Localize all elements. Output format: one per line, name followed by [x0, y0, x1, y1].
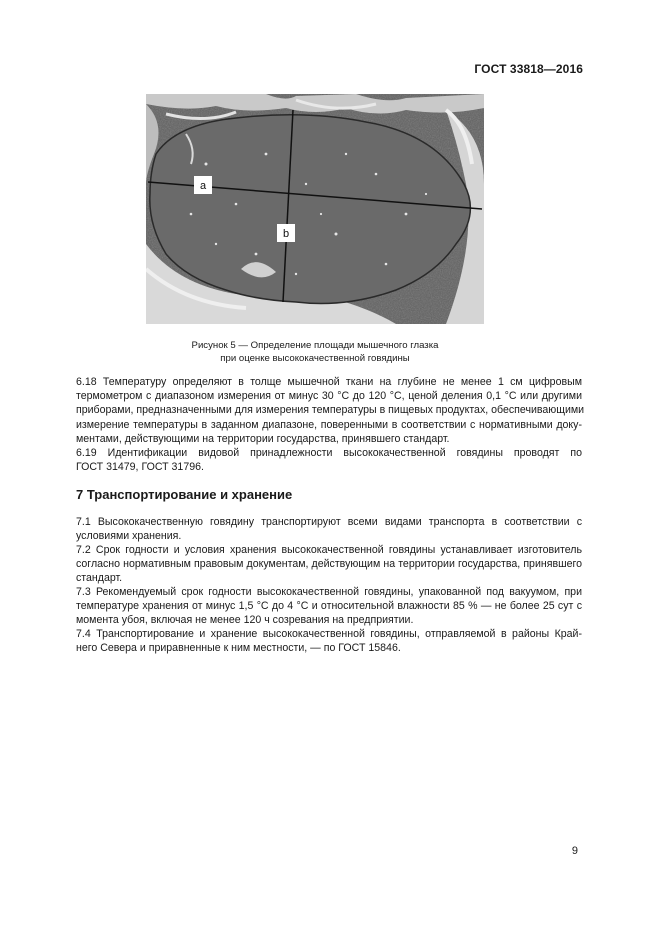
- text-line: 7.1 Высококачественную говядину транспортируют всеми видами транспорта в соответствии с: [76, 516, 582, 528]
- paragraph-7-1: [76, 515, 582, 543]
- section-7-title: 7 Транспортирование и хранение: [76, 487, 293, 502]
- text-line: 7.2 Срок годности и условия хранения высококачественной говядины устанавливает изготовитель: [76, 544, 582, 556]
- paragraph-6-18: [76, 375, 585, 446]
- caption-line-1: Рисунок 5 — Определение площади мышечного глазка: [191, 340, 439, 351]
- text-line: ГОСТ 31479, ГОСТ 31796.: [76, 461, 204, 474]
- text-line: температуре хранения от минус 1,5 °С до 4 °С и относительной влажности 85 % — не более 25 сут с: [76, 600, 582, 613]
- paragraph-7-4: [76, 627, 582, 655]
- document-code: ГОСТ 33818—2016: [474, 62, 583, 76]
- text-line: согласно нормативным правовым документам, действующим на территории государства, принявшего: [76, 558, 582, 571]
- paragraph-7-2: [76, 543, 582, 586]
- text-line: условиями хранения.: [76, 530, 182, 543]
- paragraph-7-3: [76, 585, 582, 628]
- muscle-eye-image: [146, 94, 484, 324]
- text-line: термометром с диапазоном измерения от минус 30 °С до 120 °С, ценой деления 0,1 °С или другими: [76, 390, 582, 403]
- text-line: 7.4 Транспортирование и хранение высококачественной говядины, отправляемой в районы Край-: [76, 628, 582, 640]
- text-line: приборами, предназначенными для измерения температуры в пищевых продуктах, обеспечивающими: [76, 404, 585, 417]
- figure-muscle-eye-photo: [146, 94, 484, 324]
- page-number: 9: [571, 845, 578, 857]
- figure-caption: [120, 339, 510, 365]
- text-line: него Севера и приравненные к ним местности, — по ГОСТ 15846.: [76, 642, 401, 655]
- text-line: 6.18 Температуру определяют в толще мышечной ткани на глубине не менее 1 см цифровым: [76, 376, 582, 388]
- text-line: ментами, действующими на территории государства, принявшего стандарт.: [76, 432, 450, 445]
- text-line: стандарт.: [76, 572, 123, 585]
- paragraph-6-19: [76, 446, 582, 474]
- text-line: 7.3 Рекомендуемый срок годности высококачественной говядины, упакованной под вакуумом, при: [76, 586, 582, 598]
- text-line: измерение температуры в заданном диапазоне, поверенными в соответствии с нормативными доку-: [76, 418, 582, 431]
- text-line: 6.19 Идентификации видовой принадлежности высококачественной говядины проводят по: [76, 447, 582, 459]
- label-b: b: [282, 228, 290, 240]
- caption-line-2: при оценке высококачественной говядины: [220, 353, 410, 364]
- label-a: a: [199, 180, 207, 192]
- text-line: момента убоя, включая не менее 120 ч созревания на предприятии.: [76, 614, 414, 627]
